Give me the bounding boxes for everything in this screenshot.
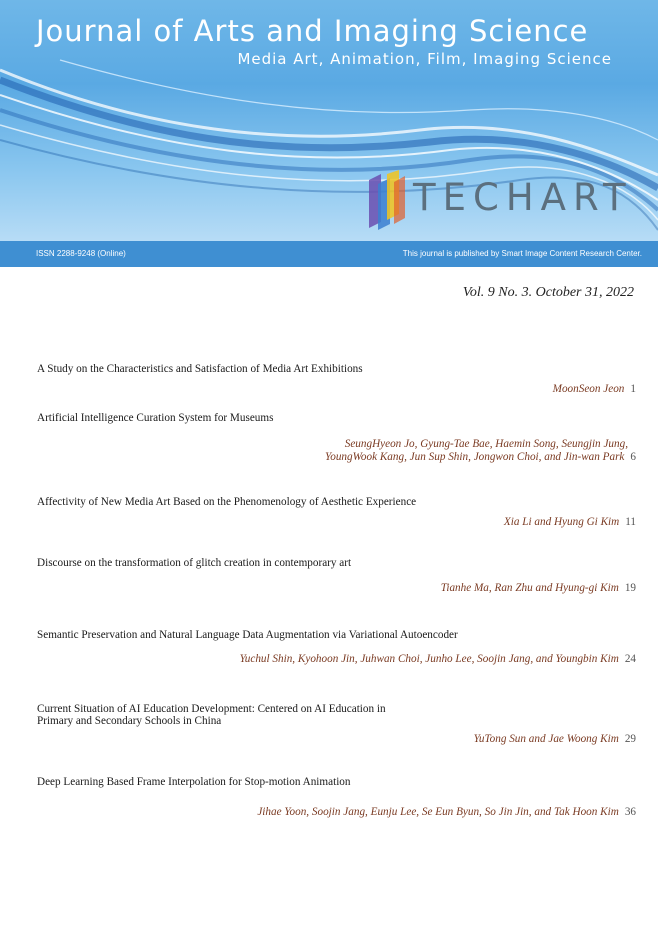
page-number: 6 [630, 451, 636, 463]
issn-bar [0, 241, 658, 267]
techart-brand: TECHART [413, 176, 633, 219]
article-title: Artificial Intelligence Curation System for Museums [37, 412, 274, 424]
article-authors [553, 383, 636, 396]
article-authors [441, 582, 636, 595]
article-title: Primary and Secondary Schools in China [37, 715, 222, 727]
author-line: Tianhe Ma, Ran Zhu and Hyung-gi Kim [440, 582, 619, 594]
issn-text: ISSN 2288-9248 (Online) [36, 249, 126, 258]
author-line: YoungWook Kang, Jun Sup Shin, Jongwon Choi, and Jin-wan Park [325, 451, 625, 463]
publisher-note: This journal is published by Smart Image Content Research Center. [402, 249, 642, 258]
article-title: Deep Learning Based Frame Interpolation for Stop-motion Animation [37, 776, 351, 788]
article-title: Discourse on the transformation of glitch creation in contemporary art [37, 557, 352, 569]
page-number: 19 [624, 582, 636, 594]
journal-subtitle: Media Art, Animation, Film, Imaging Science [237, 50, 612, 68]
article-authors [240, 653, 636, 666]
article-authors [257, 806, 636, 819]
author-line: Yuchul Shin, Kyohoon Jin, Juhwan Choi, Junho Lee, Soojin Jang, and Youngbin Kim [239, 653, 619, 665]
author-line: YuTong Sun and Jae Woong Kim [473, 733, 619, 745]
techart-logo-icon [367, 170, 407, 232]
cover-header [0, 0, 658, 241]
article-title: A Study on the Characteristics and Satisfaction of Media Art Exhibitions [37, 363, 363, 375]
author-line: SeungHyeon Jo, Gyung-Tae Bae, Haemin Song, Seungjin Jung, [344, 438, 628, 450]
author-line: Xia Li and Hyung Gi Kim [503, 516, 620, 528]
page-number: 24 [624, 653, 636, 665]
article-title: Affectivity of New Media Art Based on the Phenomenology of Aesthetic Experience [37, 496, 417, 508]
page-number: 36 [624, 806, 636, 818]
volume-issue: Vol. 9 No. 3. October 31, 2022 [462, 285, 634, 300]
author-line: Jihae Yoon, Soojin Jang, Eunju Lee, Se Eun Byun, So Jin Jin, and Tak Hoon Kim [257, 806, 619, 818]
article-authors [325, 451, 636, 464]
article-authors [345, 438, 628, 451]
article-title: Semantic Preservation and Natural Language Data Augmentation via Variational Autoencoder [37, 629, 458, 641]
article-title: Current Situation of AI Education Development: Centered on AI Education in [37, 703, 386, 715]
page-number: 29 [624, 733, 636, 745]
article-authors [504, 516, 636, 529]
author-line: MoonSeon Jeon [552, 383, 625, 395]
page-number: 11 [625, 516, 636, 528]
article-authors [474, 733, 636, 746]
page-number: 1 [630, 383, 636, 395]
journal-title: Journal of Arts and Imaging Science [36, 14, 589, 48]
